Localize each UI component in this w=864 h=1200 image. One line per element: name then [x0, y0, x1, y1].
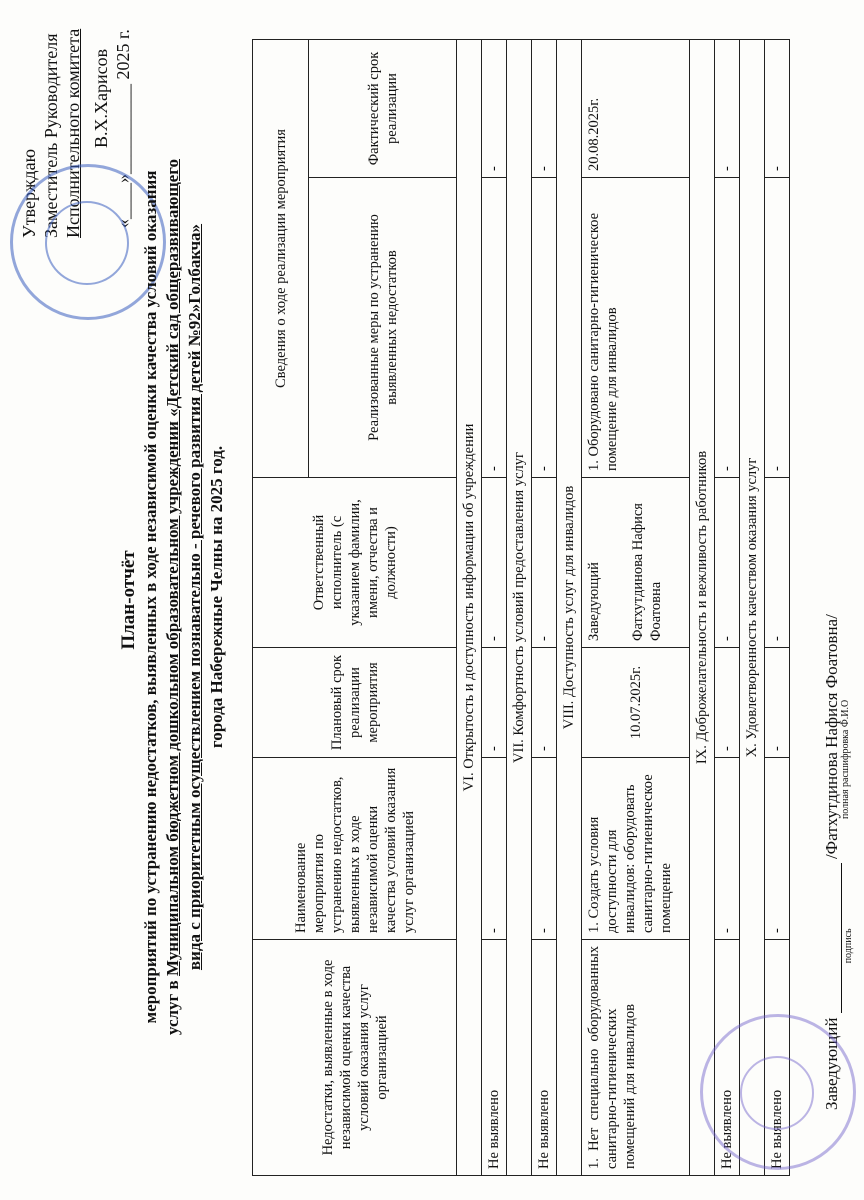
cell-responsible: -	[482, 478, 507, 648]
section-x: X. Удовлетворенность качеством оказания услуг	[740, 40, 765, 1176]
header-actual-date: Фактический срок реализации	[309, 40, 457, 178]
cell-planned: 10.07.2025г.	[582, 648, 690, 758]
cell-measure: -	[765, 758, 790, 940]
approval-signer: В.Х.Харисов	[91, 48, 111, 148]
cell-implemented: -	[715, 178, 740, 478]
table-row	[765, 40, 790, 1176]
cell-implemented: 1. Оборудовано санитарно-гигиеническое помещение для инвалидов	[582, 178, 690, 478]
cell-actual: -	[715, 40, 740, 178]
cell-planned: -	[482, 648, 507, 758]
institution-stamp-inner	[740, 1056, 814, 1130]
approval-line2: Заместитель Руководителя	[41, 33, 61, 238]
cell-responsible: -	[765, 478, 790, 648]
header-progress-group: Сведения о ходе реализации мероприятия	[253, 40, 309, 478]
cell-implemented: -	[765, 178, 790, 478]
doc-intro	[140, 22, 228, 1172]
cell-deficiency: Не выявлено	[482, 940, 507, 1176]
cell-deficiency: Не выявлено	[532, 940, 557, 1176]
cell-measure: -	[532, 758, 557, 940]
name-caption: полная расшифровка Ф.И.О	[840, 699, 851, 820]
signature-line	[825, 863, 854, 1013]
header-planned-date: Плановый срок реализации мероприятия	[253, 648, 457, 758]
cell-planned: -	[715, 648, 740, 758]
table-row	[532, 40, 557, 1176]
intro-line1: мероприятий по устранению недостатков, выявленных в ходе независимой оценки качества условий оказания	[141, 170, 160, 1024]
intro-org-line1: Муниципальном бюджетном дошкольном образовательном учреждении «Детский сад общеразвивающего	[163, 158, 182, 977]
cell-actual: -	[482, 40, 507, 178]
footer-signature	[822, 70, 854, 1110]
footer-name: /Фатхутдинова Нафися Фоатовна/	[822, 614, 841, 860]
header-responsible: Ответственный исполнитель (с указанием фамилии, имени, отчества и должности)	[253, 478, 457, 648]
footer-role: Заведующий	[822, 1017, 841, 1110]
section-viii: VIII. Доступность услуг для инвалидов	[557, 40, 582, 1176]
cell-planned: -	[765, 648, 790, 758]
cell-deficiency: Не выявлено	[765, 940, 790, 1176]
approval-stamp-inner	[45, 201, 129, 285]
doc-title: План-отчёт	[118, 550, 139, 650]
section-vi: VI. Открытость и доступность информации об учреждении	[457, 40, 482, 1176]
responsible-role: Заведующий	[586, 562, 602, 641]
section-ix: IX. Доброжелательность и вежливость работников	[690, 40, 715, 1176]
section-vii: VII. Комфортность условий предоставления услуг	[507, 40, 532, 1176]
cell-measure: 1. Создать условия доступности для инвалидов: оборудовать санитарно-гигиеническое помещение	[582, 758, 690, 940]
cell-responsible: -	[532, 478, 557, 648]
cell-responsible	[582, 478, 690, 648]
header-deficiencies: Недостатки, выявленные в ходе независимой оценки качества условий оказания услуг организацией	[253, 940, 457, 1176]
approval-date: «____»__________ 2025 г.	[113, 29, 133, 228]
cell-deficiency: 1. Нет специально оборудованных санитарно-гигиенических помещений для инвалидов	[582, 940, 690, 1176]
cell-actual: 20.08.2025г.	[582, 40, 690, 178]
sign-caption: подпись	[843, 928, 854, 964]
intro-org-line2: вида с приоритетным осуществлением познавательно - речевого развития детей №92»Голбакча»	[185, 223, 204, 971]
cell-planned: -	[532, 648, 557, 758]
table-row	[482, 40, 507, 1176]
cell-implemented: -	[532, 178, 557, 478]
approval-line1: Утверждаю	[19, 148, 39, 238]
intro-line2-pre: услуг в	[163, 976, 182, 1036]
table-row	[582, 40, 690, 1176]
approval-line3: Исполнительного комитета	[63, 28, 83, 238]
responsible-name: Фатхутдинова Нафися Фоатовна	[630, 503, 664, 641]
cell-actual: -	[532, 40, 557, 178]
cell-implemented: -	[482, 178, 507, 478]
cell-responsible: -	[715, 478, 740, 648]
header-measure: Наименование мероприятия по устранению недостатков, выявленных в ходе независимой оценки качества условий оказания услуг организацией	[253, 758, 457, 940]
plan-table	[252, 39, 790, 1176]
cell-actual: -	[765, 40, 790, 178]
cell-deficiency: Не выявлено	[715, 940, 740, 1176]
header-implemented: Реализованные меры по устранению выявленных недостатков	[309, 178, 457, 478]
cell-measure: -	[482, 758, 507, 940]
cell-measure: -	[715, 758, 740, 940]
table-row	[715, 40, 740, 1176]
intro-line4: города Набережные Челны на 2025 год.	[207, 445, 226, 749]
